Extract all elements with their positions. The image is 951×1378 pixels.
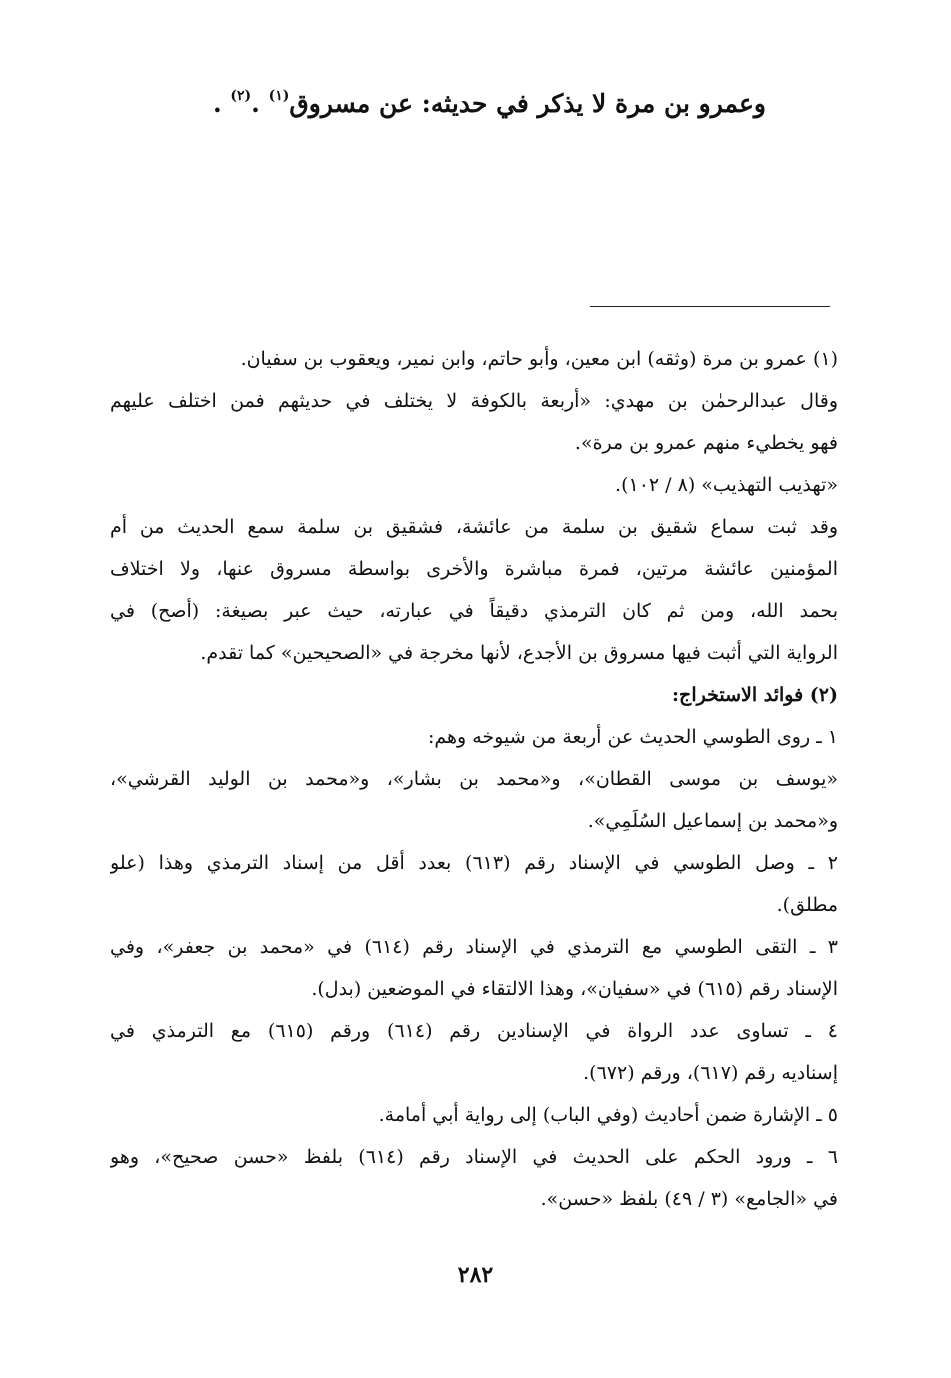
footnote-line: ٤ ـ تساوى عدد الرواة في الإسنادين رقم (٦١٤) ورقم (٦١٥) مع الترمذي في <box>110 1020 838 1042</box>
footnote-line: «يوسف بن موسى القطان»، و«محمد بن بشار»، و«محمد بن الوليد القرشي»، <box>110 768 838 790</box>
footnote-line: فهو يخطيء منهم عمرو بن مرة». <box>574 432 838 454</box>
footnote-line: و«محمد بن إسماعيل السُلَمِي». <box>587 810 838 832</box>
main-text-dot: . <box>251 89 269 118</box>
footnote-line: ٢ ـ وصل الطوسي في الإسناد رقم (٦١٣) بعدد أقل من إسناد الترمذي وهذا (علو <box>110 852 838 874</box>
footnote-line: ٥ ـ الإشارة ضمن أحاديث (وفي الباب) إلى رواية أبي أمامة. <box>378 1104 838 1126</box>
footnote-line: المؤمنين عائشة مرتين، فمرة مباشرة والأخرى بواسطة مسروق عنها، ولا اختلاف <box>110 558 838 580</box>
main-text-line <box>0 84 766 124</box>
footnote-ref-1: (١) <box>268 88 290 104</box>
footnote-line: «تهذيب التهذيب» (٨ / ١٠٢). <box>615 474 838 496</box>
footnote-line: مطلق). <box>776 894 838 916</box>
footnote-line: في «الجامع» (٣ / ٤٩) بلفظ «حسن». <box>540 1188 838 1210</box>
footnote-line: إسناديه رقم (٦١٧)، ورقم (٦٧٢). <box>583 1062 838 1084</box>
footnote-line: وقد ثبت سماع شقيق بن سلمة من عائشة، فشقيق بن سلمة سمع الحديث من أم <box>110 516 838 538</box>
main-text-end: . <box>212 89 231 118</box>
footnote-line: وقال عبدالرحمٰن بن مهدي: «أربعة بالكوفة لا يختلف في حديثهم فمن اختلف عليهم <box>110 390 838 412</box>
footnote-ref-2: (٢) <box>230 88 252 104</box>
footnote-line: (٢) فوائد الاستخراج: <box>672 684 838 706</box>
footnote-line: بحمد الله، ومن ثم كان الترمذي دقيقاً في عبارته، حيث عبر بصيغة: (أصح) في <box>110 600 838 622</box>
footnote-line: الإسناد رقم (٦١٥) في «سفيان»، وهذا الالتقاء في الموضعين (بدل). <box>311 978 838 1000</box>
footnote-line: ٦ ـ ورود الحكم على الحديث في الإسناد رقم (٦١٤) بلفظ «حسن صحيح»، وهو <box>110 1146 838 1168</box>
footnote-separator <box>590 306 830 307</box>
main-text: وعمرو بن مرة لا يذكر في حديثه: عن مسروق <box>289 89 766 118</box>
footnote-line: ٣ ـ التقى الطوسي مع الترمذي في الإسناد رقم (٦١٤) في «محمد بن جعفر»، وفي <box>110 936 838 958</box>
footnote-line: ١ ـ روى الطوسي الحديث عن أربعة من شيوخه وهم: <box>427 726 838 748</box>
page-number: ٢٨٢ <box>457 1262 494 1288</box>
footnote-line: الرواية التي أثبت فيها مسروق بن الأجدع، لأنها مخرجة في «الصحيحين» كما تقدم. <box>200 642 838 664</box>
footnote-line: (١) عمرو بن مرة (وثقه) ابن معين، وأبو حاتم، وابن نمير، ويعقوب بن سفيان. <box>240 348 838 370</box>
footnotes-block <box>110 338 838 1220</box>
